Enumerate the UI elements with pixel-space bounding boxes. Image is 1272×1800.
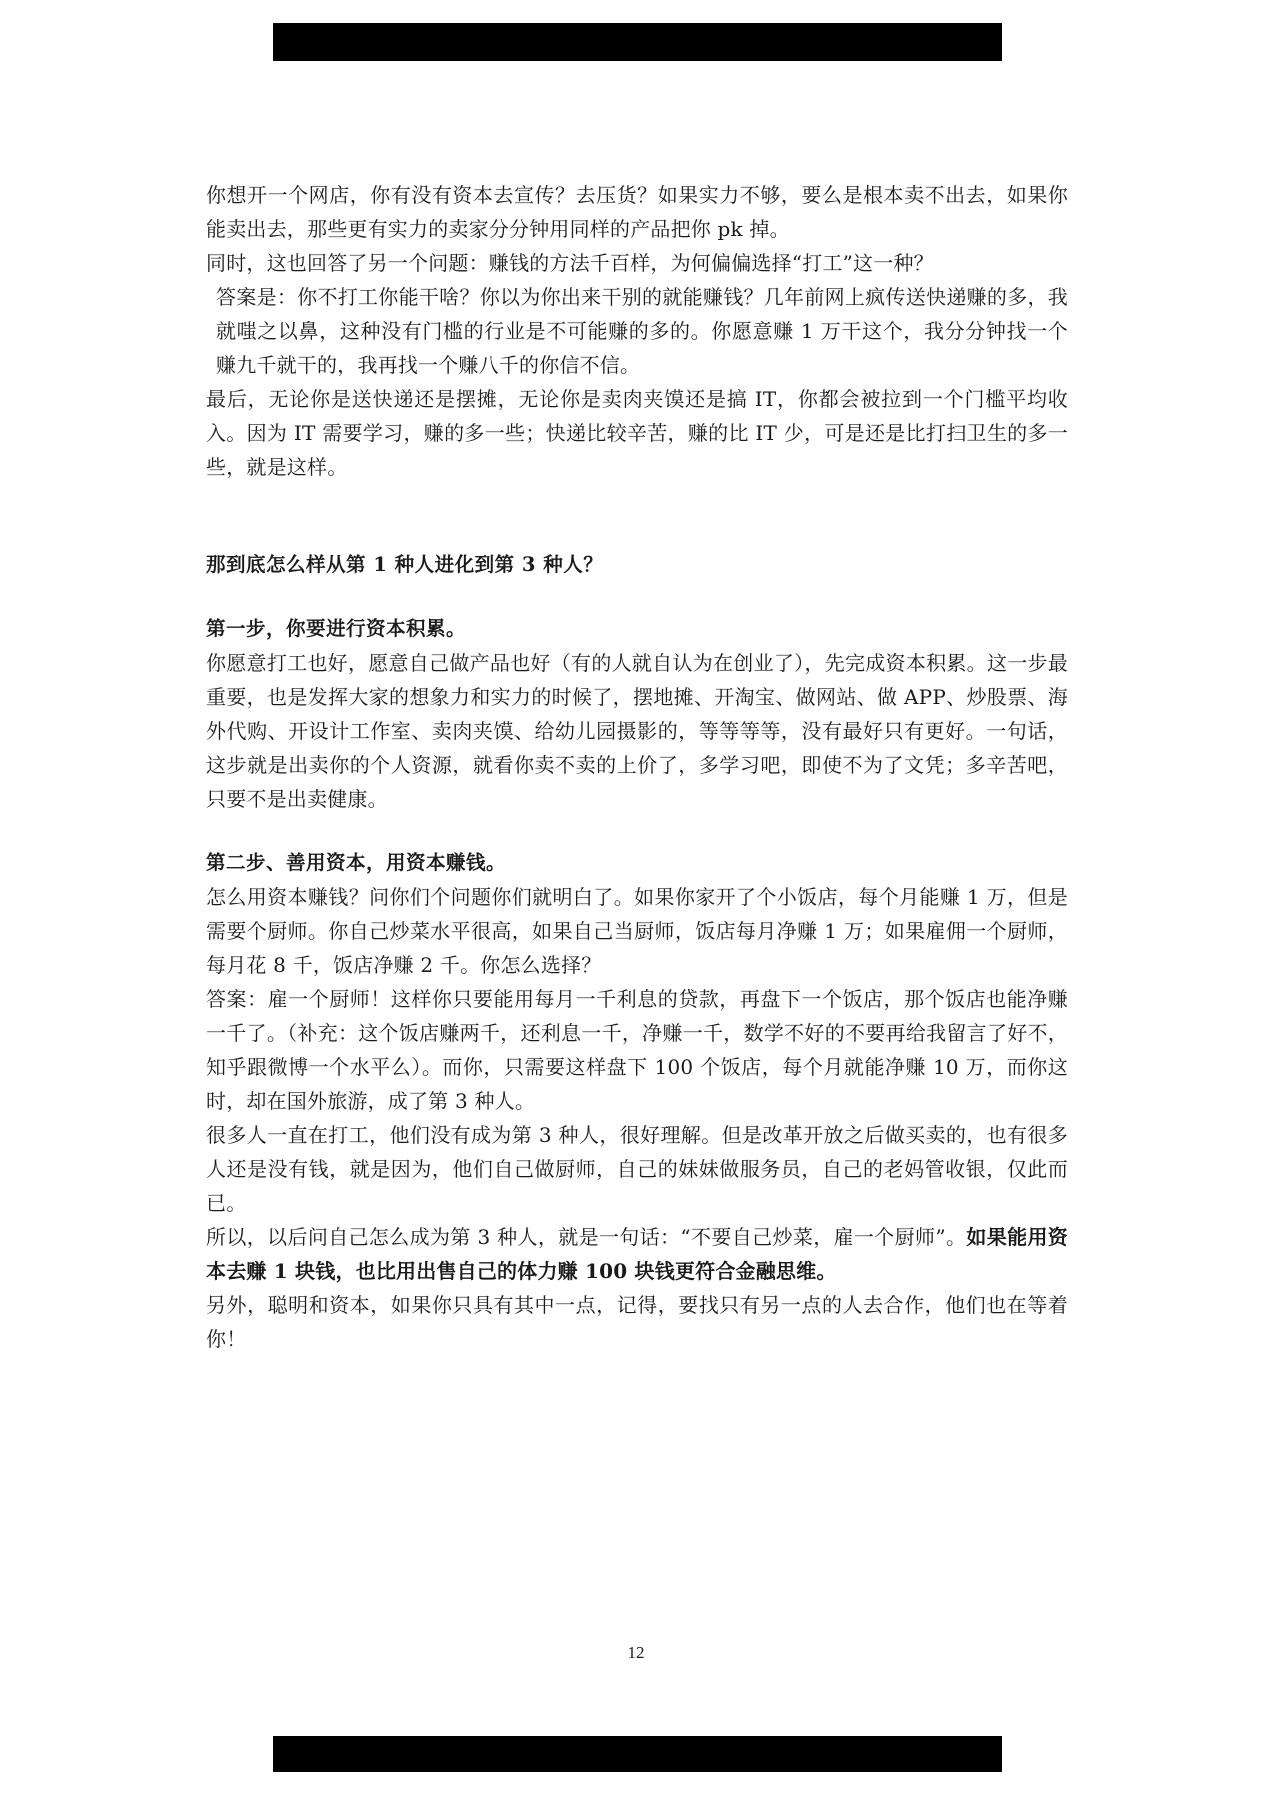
paragraph-why-work: 同时，这也回答了另一个问题：赚钱的方法千百样，为何偏偏选择“打工”这一种？ <box>206 251 934 275</box>
financial-thinking-bold-text: 如果能用资本去赚 1 块钱，也比用出售自己的体力赚 100 块钱更符合金融思维。 <box>206 1225 1069 1283</box>
paragraph-answer-delivery: 答案是：你不打工你能干啥？你以为你出来干别的就能赚钱？几年前网上疯传送快递赚的多，我就嗤之以鼻，这种没有门槛的行业是不可能赚的多的。你愿意赚 1 万干这个，我分分钟找一个赚九千就干的，我再找一个赚八千的你信不信。 <box>216 285 1068 377</box>
page-number: 12 <box>627 1643 645 1662</box>
paragraph-many-people-working: 很多人一直在打工，他们没有成为第 3 种人，很好理解。但是改革开放之后做买卖的，也有很多人还是没有钱，就是因为，他们自己做厨师，自己的妹妹做服务员，自己的老妈管收银，仅此而已。 <box>206 1123 1068 1215</box>
paragraph-restaurant-question: 怎么用资本赚钱？问你们个问题你们就明白了。如果你家开了个小饭店，每个月能赚 1 万，但是需要个厨师。你自己炒菜水平很高，如果自己当厨师，饭店每月净赚 1 万；如果雇佣一个厨师，每月花 8 千，饭店净赚 2 千。你怎么选择？ <box>206 885 1068 977</box>
redaction-bar-bottom <box>273 1736 1002 1772</box>
paragraph-capital-accumulation: 你愿意打工也好，愿意自己做产品也好（有的人就自认为在创业了），先完成资本积累。这一步最重要，也是发挥大家的想象力和实力的时候了，摆地摊、开淘宝、做网站、做 APP、炒股票、海外代购、开设计工作室、卖肉夹馍、给幼儿园摄影的，等等等等，没有最好只有更好。一句话，这步就是出卖你的个人资源，就看你卖不卖的上价了，多学习吧，即使不为了文凭；多辛苦吧，只要不是出卖健康。 <box>206 651 1068 811</box>
paragraph-hire-chef-answer: 答案：雇一个厨师！这样你只要能用每月一千利息的贷款，再盘下一个饭店，那个饭店也能净赚一千了。（补充：这个饭店赚两千，还利息一千，净赚一千，数学不好的不要再给我留言了好不，知乎跟微博一个水平么）。而你，只需要这样盘下 100 个饭店，每个月就能净赚 10 万，而你这时，却在国外旅游，成了第 3 种人。 <box>206 987 1068 1113</box>
financial-thinking-normal-text: 所以，以后问自己怎么成为第 3 种人，就是一句话：“不要自己炒菜，雇一个厨师”。 <box>206 1225 967 1249</box>
paragraph-online-shop: 你想开一个网店，你有没有资本去宣传？去压货？如果实力不够，要么是根本卖不出去，如果你能卖出去，那些更有实力的卖家分分钟用同样的产品把你 pk 掉。 <box>206 183 1068 241</box>
document-body <box>206 178 1068 1356</box>
redaction-bar-top <box>273 23 1002 61</box>
section-heading-evolve: 那到底怎么样从第 1 种人进化到第 3 种人？ <box>206 553 604 576</box>
paragraph-average-income: 最后，无论你是送快递还是摆摊，无论你是卖肉夹馍还是搞 IT，你都会被拉到一个门槛平均收入。因为 IT 需要学习，赚的多一些；快递比较辛苦，赚的比 IT 少，可是还是比打扫卫生的多一些，就是这样。 <box>206 387 1068 479</box>
step-two-heading: 第二步、善用资本，用资本赚钱。 <box>206 851 507 874</box>
paragraph-financial-thinking <box>206 1220 1068 1288</box>
paragraph-cooperation: 另外，聪明和资本，如果你只具有其中一点，记得，要找只有另一点的人去合作，他们也在等着你！ <box>206 1293 1068 1351</box>
step-one-heading: 第一步，你要进行资本积累。 <box>206 617 467 640</box>
